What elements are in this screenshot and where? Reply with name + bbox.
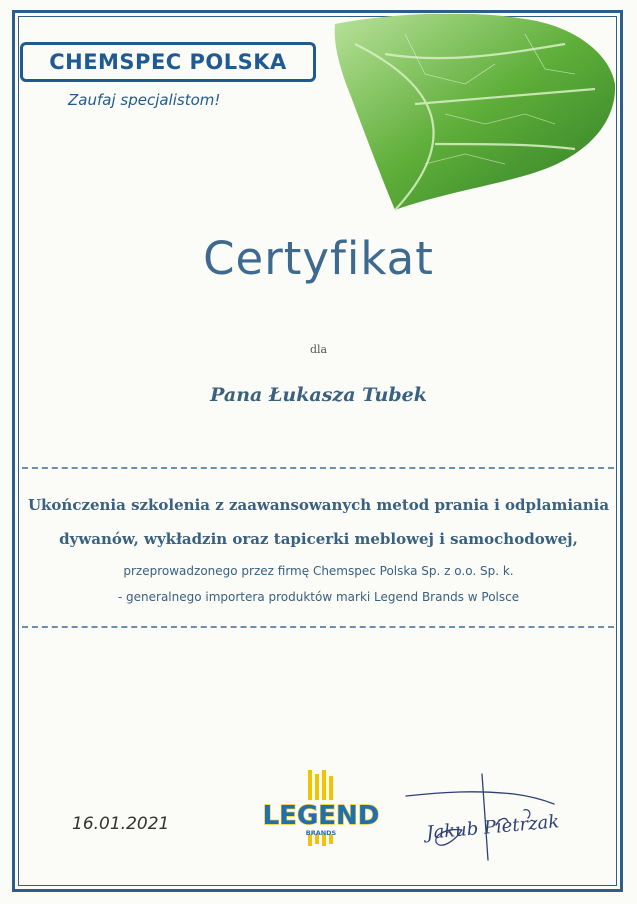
svg-text:BRANDS: BRANDS [305, 829, 337, 837]
importer-line: - generalnego importera produktów marki Legend Brands w Polsce [117, 590, 520, 604]
company-slogan: Zaufaj specjalistom! [68, 91, 221, 109]
chemspec-logo-text: CHEMSPEC POLSKA [49, 50, 287, 74]
signature [404, 770, 619, 862]
svg-text:LEGEND: LEGEND [262, 801, 380, 831]
legend-brands-logo [248, 768, 394, 848]
course-description-line-2: dywanów, wykładzin oraz tapicerki meblowej i samochodowej, [59, 530, 578, 548]
course-description-line-1: Ukończenia szkolenia z zaawansowanych metod prania i odplamiania [27, 496, 610, 514]
certificate-date: 16.01.2021 [72, 814, 170, 834]
svg-text:Jakub Pietrzak: Jakub Pietrzak [425, 811, 561, 844]
recipient-name: Pana Łukasza Tubek [210, 384, 427, 406]
chemspec-logo [20, 42, 316, 82]
leaf-icon [325, 14, 620, 214]
divider-top [22, 467, 614, 469]
divider-bottom [22, 626, 614, 628]
for-label: dla [309, 343, 328, 356]
organizer-line: przeprowadzonego przez firmę Chemspec Polska Sp. z o.o. Sp. k. [123, 564, 514, 578]
certificate-title: Certyfikat [203, 232, 434, 285]
